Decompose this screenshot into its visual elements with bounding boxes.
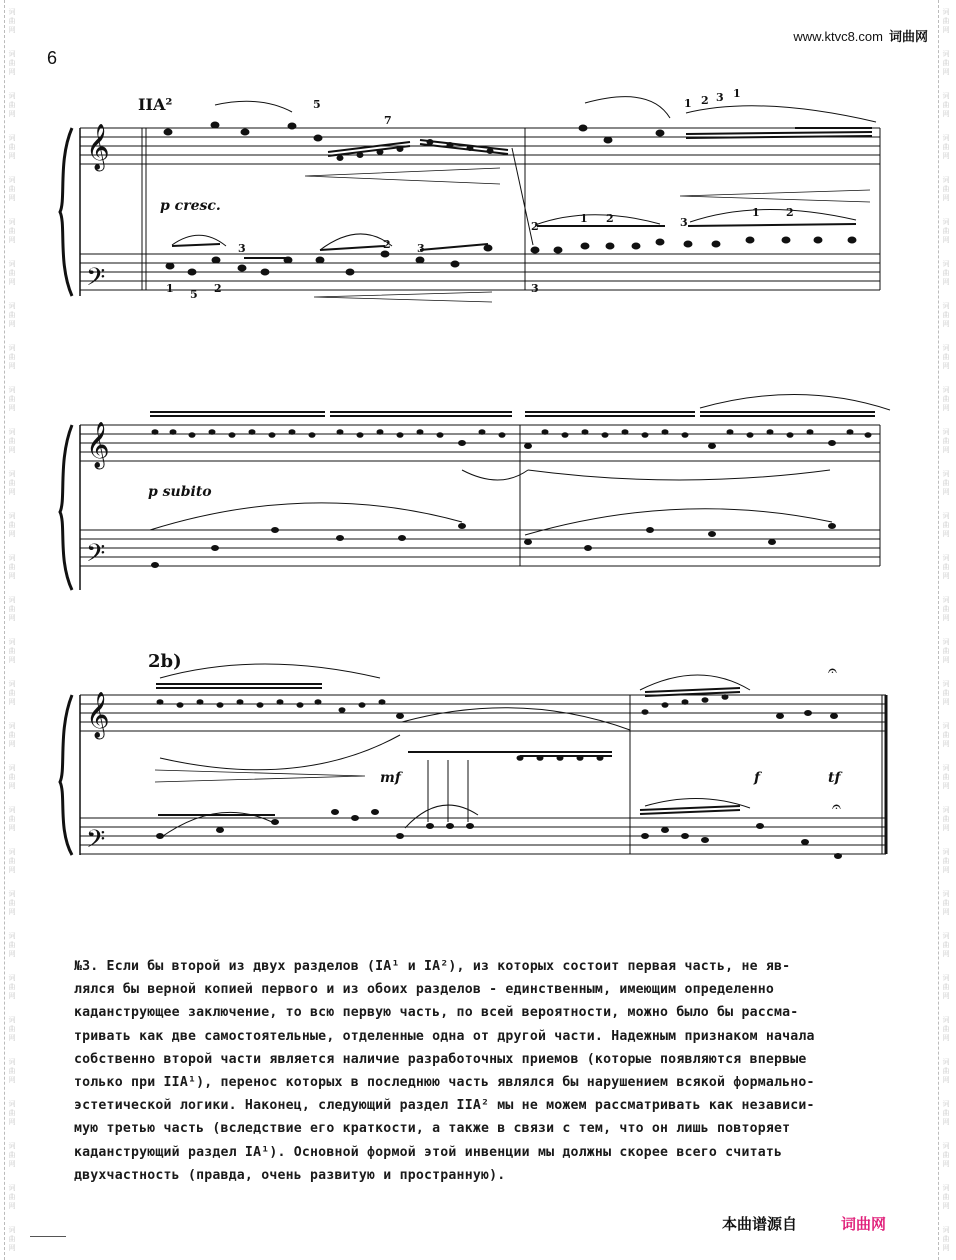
watermark-text: 词曲网 [942, 764, 950, 791]
note-line: эстетической логики. Наконец, следующий раздел IIA² мы не можем рассматривать как независи- [74, 1098, 815, 1114]
dynamic-p-subito: p subito [148, 484, 212, 500]
watermark-text: 词曲网 [8, 344, 16, 371]
watermark-text: 词曲网 [8, 890, 16, 917]
dynamic-p-cresc: p cresc. [160, 198, 221, 214]
section-label: IIA² [138, 95, 173, 114]
fingering: 2 [701, 94, 709, 107]
watermark-text: 词曲网 [942, 428, 950, 455]
note-line: мую третью часть (вследствие его краткости, а также в связи с тем, что он лишь повторяет [74, 1121, 791, 1137]
footer-source: 本曲谱源自 [722, 1216, 798, 1233]
watermark-text: 词曲网 [8, 638, 16, 665]
watermark-text: 词曲网 [942, 50, 950, 77]
watermark-text: 词曲网 [942, 974, 950, 1001]
footer-brand[interactable]: 词曲网 [841, 1216, 887, 1233]
fingering: 5 [190, 288, 198, 301]
watermark-text: 词曲网 [942, 1100, 950, 1127]
watermark-text: 词曲网 [8, 260, 16, 287]
watermark-text: 词曲网 [8, 218, 16, 245]
note-line: лялся бы верной копией первого и из обоих разделов - единственным, имеющим определенно [74, 982, 775, 998]
fingering: 3 [417, 242, 425, 255]
fingering: 2 [531, 220, 539, 233]
watermark-text: 词曲网 [942, 218, 950, 245]
note-line: тривать как две самостоятельные, отделенные одна от другой части. Надежным признаком начала [74, 1028, 815, 1044]
watermark-text: 词曲网 [942, 386, 950, 413]
fermata-icon: 𝄐 [832, 797, 841, 816]
watermark-text: 词曲网 [942, 1184, 950, 1211]
system-2-labels [86, 422, 212, 574]
fingering: 3 [680, 216, 688, 229]
treble-clef: 𝄞 [86, 422, 110, 468]
note-line: №3. Если бы второй из двух разделов (IA¹ и IA²), из которых состоит первая часть, не яв- [74, 959, 791, 974]
fingering: 5 [313, 98, 321, 111]
watermark-text: 词曲网 [8, 512, 16, 539]
watermark-text: 词曲网 [8, 554, 16, 581]
watermark-text: 词曲网 [8, 1058, 16, 1085]
watermark-text: 词曲网 [8, 722, 16, 749]
watermark-text: 词曲网 [8, 50, 16, 77]
watermark-text: 词曲网 [942, 1226, 950, 1253]
watermark-text: 词曲网 [8, 8, 16, 35]
watermark-text: 词曲网 [8, 92, 16, 119]
watermark-text: 词曲网 [942, 848, 950, 875]
dynamic-f: f [754, 770, 761, 786]
watermark-text: 词曲网 [8, 764, 16, 791]
fingering: 3 [716, 91, 724, 104]
watermark-text: 词曲网 [8, 596, 16, 623]
watermark-text: 词曲网 [942, 554, 950, 581]
watermark-text: 词曲网 [8, 134, 16, 161]
watermark-text: 词曲网 [8, 1016, 16, 1043]
watermark-text: 词曲网 [942, 932, 950, 959]
treble-clef: 𝄞 [86, 124, 110, 170]
watermark-text: 词曲网 [8, 932, 16, 959]
fingering: 3 [238, 242, 246, 255]
watermark-text: 词曲网 [8, 974, 16, 1001]
fingering: 3 [531, 282, 539, 295]
fingering: 2 [606, 212, 614, 225]
watermark-text: 词曲网 [942, 890, 950, 917]
watermark-text: 词曲网 [8, 1184, 16, 1211]
watermark-text: 词曲网 [942, 806, 950, 833]
watermark-text: 词曲网 [8, 302, 16, 329]
fingering: 1 [752, 206, 760, 219]
site-url: www.ktvc8.com [793, 29, 883, 44]
fingering: 2 [214, 282, 222, 295]
note-line: каданструющий раздел IA¹). Основной формой этой инвенции мы должны скорее всего считать [74, 1144, 783, 1160]
watermark-text: 词曲网 [8, 806, 16, 833]
corner-rule [30, 1236, 66, 1237]
watermark-text: 词曲网 [8, 470, 16, 497]
page-number: 6 [47, 48, 58, 68]
site-name: 词曲网 [888, 29, 928, 44]
fermata-icon: 𝄐 [828, 661, 837, 680]
bass-clef: 𝄢 [86, 825, 106, 860]
watermark-text: 词曲网 [942, 512, 950, 539]
footer [722, 1213, 886, 1234]
system-3-labels [86, 651, 843, 860]
fingering: 7 [384, 114, 392, 127]
bass-clef: 𝄢 [86, 539, 106, 574]
watermark-text: 词曲网 [942, 722, 950, 749]
watermark-text: 词曲网 [942, 302, 950, 329]
treble-clef: 𝄞 [86, 692, 110, 738]
watermark-text: 词曲网 [942, 1058, 950, 1085]
watermark-text: 词曲网 [942, 344, 950, 371]
system-3 [60, 664, 886, 859]
watermark-text: 词曲网 [942, 680, 950, 707]
note-line: двухчастность (правда, очень развитую и пространную). [74, 1167, 506, 1183]
dynamic-tf: tf [828, 770, 841, 786]
note-line: каданструющее заключение, то всю первую часть, по всей вероятности, можно было бы рассма- [74, 1005, 799, 1021]
watermark-text: 词曲网 [942, 134, 950, 161]
note-line: собственно второй части является наличие разработочных приемов (которые появляются впервые [74, 1051, 807, 1067]
fingering: 1 [733, 87, 741, 100]
dynamic-mf: mf [380, 770, 401, 786]
note-line: только при IIA¹), перенос которых в последнюю часть являлся бы нарушением всякой формально- [74, 1075, 815, 1091]
watermark-text: 词曲网 [8, 848, 16, 875]
watermark-text: 词曲网 [942, 8, 950, 35]
watermark-text: 词曲网 [942, 260, 950, 287]
watermark-text: 词曲网 [8, 1226, 16, 1253]
watermark-text: 词曲网 [8, 1142, 16, 1169]
watermark-text: 词曲网 [942, 1142, 950, 1169]
fingering: 1 [166, 282, 174, 295]
bass-clef: 𝄢 [86, 263, 106, 298]
variant-label: 2b) [148, 651, 182, 672]
fingering: 2 [383, 238, 391, 251]
watermark-text: 词曲网 [942, 596, 950, 623]
watermark-text: 词曲网 [942, 1016, 950, 1043]
watermark-text: 词曲网 [8, 428, 16, 455]
watermark-text: 词曲网 [942, 470, 950, 497]
fingering: 1 [580, 212, 588, 225]
watermark-text: 词曲网 [942, 92, 950, 119]
watermark-text: 词曲网 [8, 386, 16, 413]
watermark-text: 词曲网 [8, 1100, 16, 1127]
watermark-text: 词曲网 [8, 680, 16, 707]
fingering: 1 [684, 97, 692, 110]
watermark-text: 词曲网 [8, 176, 16, 203]
analysis-note [74, 955, 894, 1187]
watermark-text: 词曲网 [942, 176, 950, 203]
watermark-text: 词曲网 [942, 638, 950, 665]
fingering: 2 [786, 206, 794, 219]
